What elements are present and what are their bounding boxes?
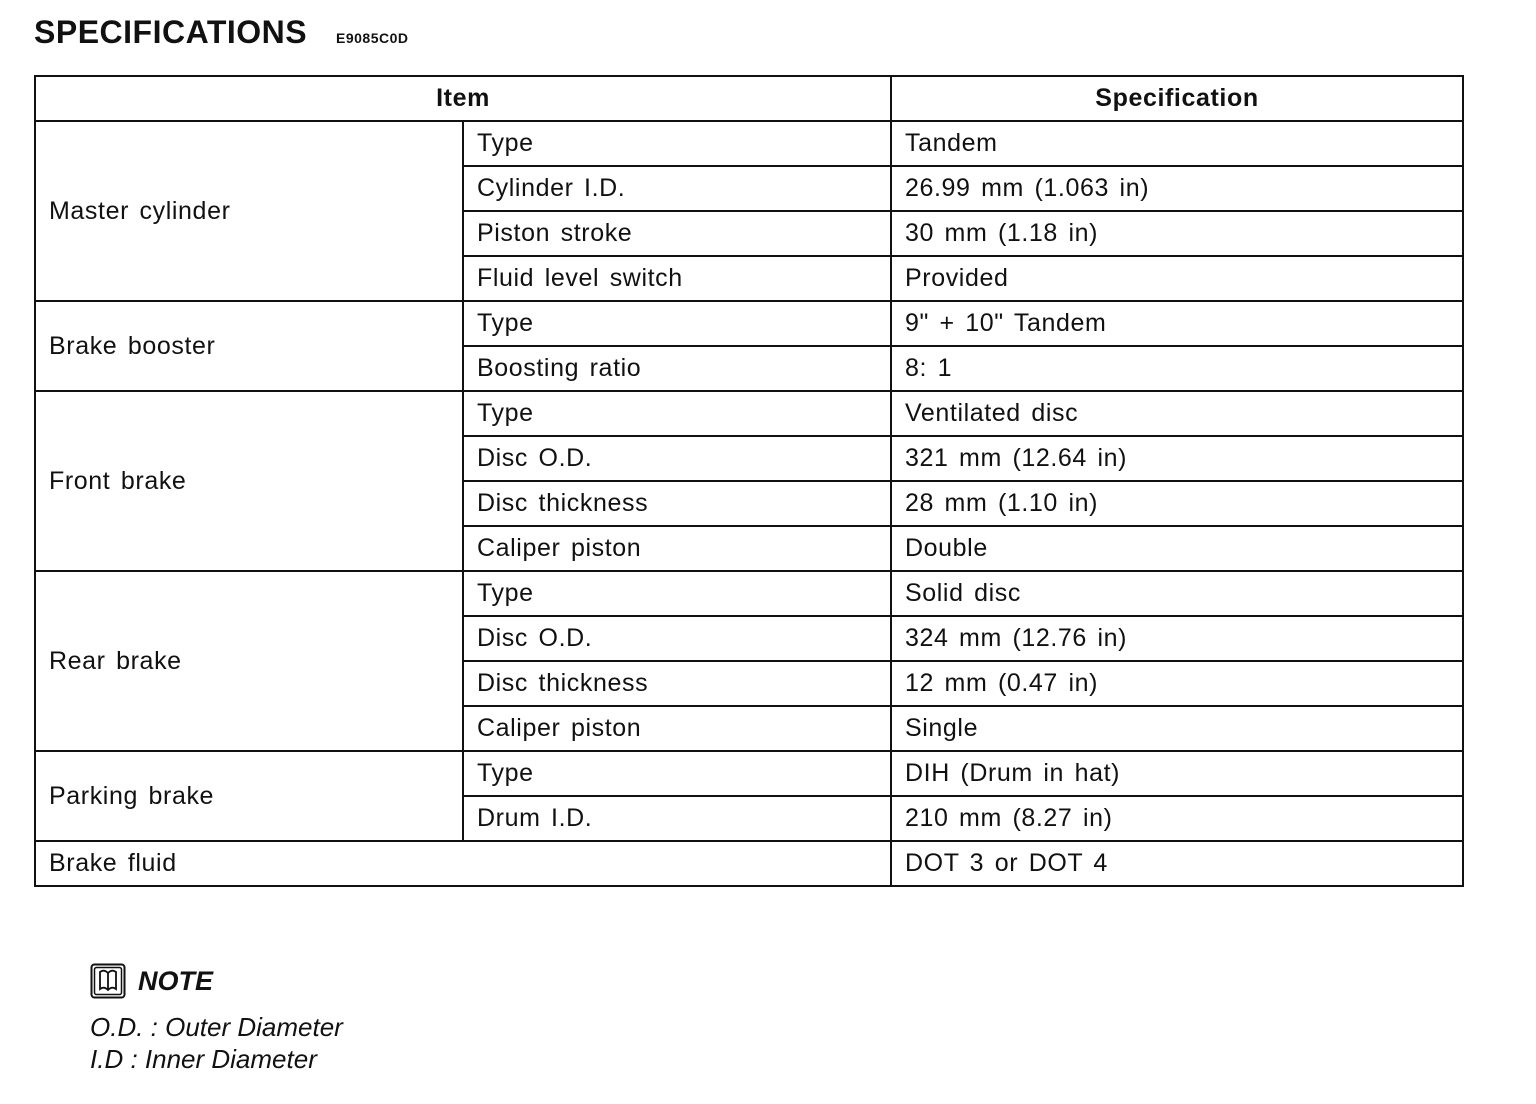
spec-value: 8: 1	[891, 346, 1463, 391]
table-header-row	[35, 76, 1463, 121]
spec-value: 28 mm (1.10 in)	[891, 481, 1463, 526]
spec-value: 12 mm (0.47 in)	[891, 661, 1463, 706]
sub-item: Cylinder I.D.	[463, 166, 891, 211]
sub-item: Drum I.D.	[463, 796, 891, 841]
spec-value: Tandem	[891, 121, 1463, 166]
table-row	[35, 391, 1463, 436]
sub-item: Disc thickness	[463, 481, 891, 526]
spec-value: 9" + 10" Tandem	[891, 301, 1463, 346]
table-row	[35, 571, 1463, 616]
sub-item: Piston stroke	[463, 211, 891, 256]
note-line-od: O.D. : Outer Diameter	[90, 1012, 343, 1042]
spec-value: Single	[891, 706, 1463, 751]
spec-value: Solid disc	[891, 571, 1463, 616]
sub-item: Boosting ratio	[463, 346, 891, 391]
sub-item: Caliper piston	[463, 706, 891, 751]
group-item-front-brake: Front brake	[35, 391, 463, 571]
table-row	[35, 841, 1463, 886]
spec-value: 30 mm (1.18 in)	[891, 211, 1463, 256]
spec-value: Ventilated disc	[891, 391, 1463, 436]
group-item-parking-brake: Parking brake	[35, 751, 463, 841]
sub-item: Type	[463, 301, 891, 346]
table-row	[35, 301, 1463, 346]
spec-value: 26.99 mm (1.063 in)	[891, 166, 1463, 211]
sub-item: Disc O.D.	[463, 616, 891, 661]
note-header	[90, 962, 213, 1000]
specifications-table	[34, 75, 1464, 887]
spec-value: Double	[891, 526, 1463, 571]
sub-item: Type	[463, 391, 891, 436]
book-icon	[90, 963, 126, 999]
table-row	[35, 121, 1463, 166]
group-item-brake-fluid: Brake fluid	[35, 841, 891, 886]
page-title: SPECIFICATIONS	[34, 14, 308, 50]
sub-item: Type	[463, 751, 891, 796]
note-title: NOTE	[138, 965, 214, 996]
spec-value: DOT 3 or DOT 4	[891, 841, 1463, 886]
spec-value: DIH (Drum in hat)	[891, 751, 1463, 796]
spec-value: 321 mm (12.64 in)	[891, 436, 1463, 481]
sub-item: Type	[463, 571, 891, 616]
spec-value: Provided	[891, 256, 1463, 301]
header-item: Item	[35, 76, 891, 121]
note-line-id: I.D : Inner Diameter	[90, 1044, 317, 1074]
sub-item: Type	[463, 121, 891, 166]
sub-item: Caliper piston	[463, 526, 891, 571]
spec-value: 324 mm (12.76 in)	[891, 616, 1463, 661]
section-code: E9085C0D	[336, 30, 409, 46]
group-item-rear-brake: Rear brake	[35, 571, 463, 751]
spec-value: 210 mm (8.27 in)	[891, 796, 1463, 841]
sub-item: Disc O.D.	[463, 436, 891, 481]
table-row	[35, 751, 1463, 796]
sub-item: Fluid level switch	[463, 256, 891, 301]
sub-item: Disc thickness	[463, 661, 891, 706]
group-item-brake-booster: Brake booster	[35, 301, 463, 391]
group-item-master-cylinder: Master cylinder	[35, 121, 463, 301]
header-specification: Specification	[891, 76, 1463, 121]
